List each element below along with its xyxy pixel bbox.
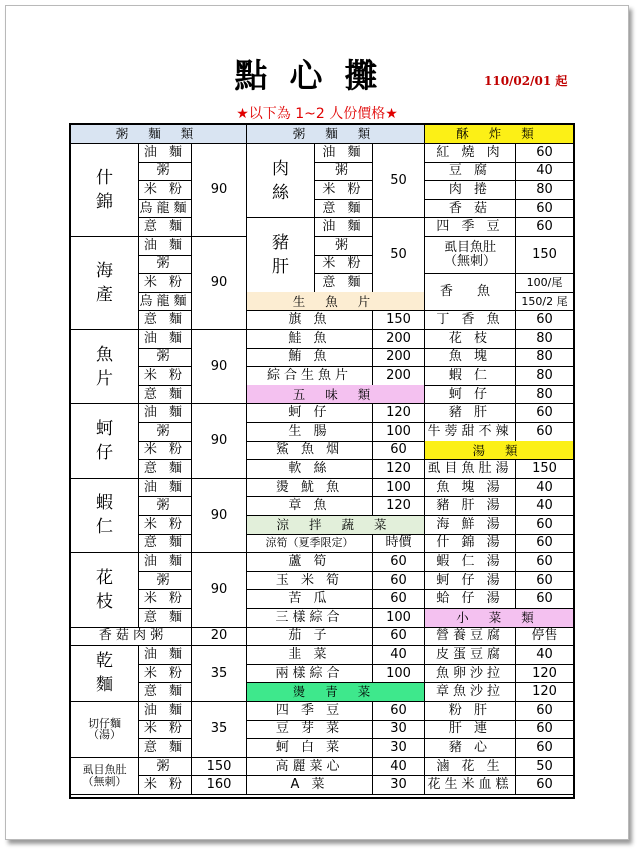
dish-name-label: 切仔麵 xyxy=(88,716,121,730)
dish-name-char: 海 xyxy=(96,260,113,281)
price: 20 xyxy=(192,627,247,646)
dish-name-char: 肝 xyxy=(272,256,289,277)
menu-item-name: 章 魚 xyxy=(247,497,373,516)
dish-name xyxy=(247,218,315,293)
price: 160 xyxy=(192,776,247,795)
noodle-option: 意 麵 xyxy=(315,199,373,218)
noodle-option: 意 麵 xyxy=(139,218,192,237)
price: 30 xyxy=(373,776,425,795)
menu-item-name: 鮭 魚 xyxy=(247,330,373,349)
noodle-option: 意 麵 xyxy=(139,683,192,702)
menu-item-name: 旗 魚 xyxy=(247,311,373,330)
price: 100 xyxy=(373,423,425,442)
price: 60 xyxy=(373,627,425,646)
menu-item-name: 茄 子 xyxy=(247,627,373,646)
price: 90 xyxy=(192,478,247,553)
menu-item-name: 豬 肝 湯 xyxy=(425,497,516,516)
noodle-option: 粥 xyxy=(139,757,192,776)
menu-item-name: 涼筍（夏季限定） xyxy=(247,534,373,553)
dish-name-char: 肉 xyxy=(272,158,289,179)
price: 60 xyxy=(516,218,574,237)
menu-item-name: 蝦 仁 xyxy=(425,367,516,386)
menu-item-name: 豆 芽 菜 xyxy=(247,720,373,739)
price: 60 xyxy=(516,553,574,572)
menu-item-name: 粉 肝 xyxy=(425,702,516,721)
menu-item-name: 營養豆腐 xyxy=(425,627,516,646)
price: 80 xyxy=(516,330,574,349)
price: 50 xyxy=(516,757,574,776)
noodle-option: 油 麵 xyxy=(139,404,192,423)
noodle-option: 意 麵 xyxy=(139,311,192,330)
menu-item-name: 鯊 魚 烟 xyxy=(247,441,373,460)
column2-heading: 粥 麵 類 xyxy=(247,125,425,144)
price: 150/2 尾 xyxy=(516,292,574,311)
dish-name xyxy=(71,404,139,479)
noodle-option: 米 粉 xyxy=(139,274,192,293)
price: 100 xyxy=(373,478,425,497)
section-heading: 涼 拌 蔬 菜 xyxy=(247,516,425,535)
menu-table xyxy=(69,123,575,799)
menu-item-name: 四 季 豆 xyxy=(425,218,516,237)
dish-name-char: 蚵 xyxy=(96,418,113,439)
price: 80 xyxy=(516,385,574,404)
price: 35 xyxy=(192,646,247,702)
dish-name-char: 花 xyxy=(96,567,113,588)
dish-name: 香 菇 肉 粥 xyxy=(71,627,192,646)
section-heading: 酥 炸 類 xyxy=(425,125,574,144)
menu-item-name: 兩樣綜合 xyxy=(247,664,373,683)
noodle-option: 意 麵 xyxy=(139,460,192,479)
noodle-option: 粥 xyxy=(139,571,192,590)
price: 60 xyxy=(516,311,574,330)
section-heading: 湯 類 xyxy=(425,441,574,460)
price: 60 xyxy=(516,702,574,721)
price: 50 xyxy=(373,218,425,293)
dish-name xyxy=(71,330,139,405)
price: 100 xyxy=(373,609,425,628)
price: 80 xyxy=(516,181,574,200)
price: 150 xyxy=(516,237,574,275)
menu-item-name: 苦 瓜 xyxy=(247,590,373,609)
noodle-option: 粥 xyxy=(139,348,192,367)
price: 60 xyxy=(373,571,425,590)
price: 120 xyxy=(516,664,574,683)
price: 150 xyxy=(373,311,425,330)
price: 40 xyxy=(516,478,574,497)
menu-item-name: A 菜 xyxy=(247,776,373,795)
price-note: ★以下為 1~2 人份價格★ xyxy=(236,106,398,122)
menu-item-name: 魚 塊 湯 xyxy=(425,478,516,497)
dish-name-char: 產 xyxy=(96,284,113,305)
noodle-option: 粥 xyxy=(139,423,192,442)
noodle-option: 米 粉 xyxy=(139,776,192,795)
menu-item-name-label: 虱目魚肚 xyxy=(443,240,496,256)
menu-item-name: 軟 絲 xyxy=(247,460,373,479)
price: 90 xyxy=(192,237,247,331)
menu-item-name: 花生米血糕 xyxy=(425,776,516,795)
dish-name-char: 什 xyxy=(96,167,113,188)
dish-name-char: 絲 xyxy=(272,182,289,203)
section-heading: 生 魚 片 xyxy=(247,292,425,311)
price: 40 xyxy=(373,646,425,665)
menu-item-name: 魚 塊 xyxy=(425,348,516,367)
menu-item-name: 鮪 魚 xyxy=(247,348,373,367)
menu-item-name: 燙 魷 魚 xyxy=(247,478,373,497)
menu-item-name: 豆 腐 xyxy=(425,162,516,181)
price: 120 xyxy=(373,497,425,516)
noodle-option: 米 粉 xyxy=(315,181,373,200)
dish-name xyxy=(71,702,139,758)
price: 90 xyxy=(192,330,247,405)
price: 30 xyxy=(373,720,425,739)
dish-name xyxy=(71,646,139,702)
noodle-option: 米 粉 xyxy=(139,664,192,683)
price: 停售 xyxy=(516,627,574,646)
menu-item-name: 高麗菜心 xyxy=(247,757,373,776)
price: 40 xyxy=(373,757,425,776)
price: 60 xyxy=(516,534,574,553)
noodle-option: 油 麵 xyxy=(139,478,192,497)
menu-item-name: 肝 連 xyxy=(425,720,516,739)
section-heading: 五 味 類 xyxy=(247,385,425,404)
noodle-option: 粥 xyxy=(315,237,373,256)
noodle-option: 意 麵 xyxy=(315,274,373,293)
noodle-option: 意 麵 xyxy=(139,534,192,553)
dish-name-char: 枝 xyxy=(96,591,113,612)
dish-name-char: 乾 xyxy=(96,651,113,672)
section-heading: 燙 青 菜 xyxy=(247,683,425,702)
price: 時價 xyxy=(373,534,425,553)
menu-item-name: 香 菇 xyxy=(425,199,516,218)
page-title: 點心攤 xyxy=(234,56,400,95)
dish-name-note: （無刺） xyxy=(82,774,127,788)
effective-date: 110/02/01 起 xyxy=(484,74,568,88)
noodle-option: 米 粉 xyxy=(139,720,192,739)
menu-item-name: 海 鮮 湯 xyxy=(425,516,516,535)
menu-item-name: 滷 花 生 xyxy=(425,757,516,776)
noodle-option: 油 麵 xyxy=(139,330,192,349)
price: 30 xyxy=(373,739,425,758)
price: 200 xyxy=(373,348,425,367)
price: 80 xyxy=(516,367,574,386)
menu-item-name: 蝦 仁 湯 xyxy=(425,553,516,572)
menu-item-name: 蘆 筍 xyxy=(247,553,373,572)
noodle-option: 油 麵 xyxy=(315,144,373,163)
price: 150 xyxy=(192,757,247,776)
menu-item-name: 生 腸 xyxy=(247,423,373,442)
menu-item-name: 三樣綜合 xyxy=(247,609,373,628)
menu-item-name xyxy=(425,237,516,275)
column1-heading: 粥 麵 類 xyxy=(71,125,247,144)
menu-item-name: 綜合生魚片 xyxy=(247,367,373,386)
noodle-option: 油 麵 xyxy=(139,646,192,665)
price: 60 xyxy=(516,776,574,795)
price: 200 xyxy=(373,330,425,349)
menu-item-name: 牛蒡甜不辣 xyxy=(425,423,516,442)
menu-item-name: 蚵 白 菜 xyxy=(247,739,373,758)
price: 60 xyxy=(373,702,425,721)
noodle-option: 米 粉 xyxy=(139,181,192,200)
price: 90 xyxy=(192,553,247,628)
price: 60 xyxy=(373,441,425,460)
noodle-option: 烏龍麵 xyxy=(139,199,192,218)
price: 60 xyxy=(516,423,574,442)
dish-name-char: 錦 xyxy=(96,191,113,212)
menu-item-name: 章魚沙拉 xyxy=(425,683,516,702)
dish-name xyxy=(71,237,139,331)
noodle-option: 烏龍麵 xyxy=(139,292,192,311)
menu-item-name: 蚵 仔 xyxy=(425,385,516,404)
menu-item-name: 紅 燒 肉 xyxy=(425,144,516,163)
dish-name xyxy=(71,757,139,795)
noodle-option: 粥 xyxy=(139,497,192,516)
noodle-option: 意 麵 xyxy=(139,739,192,758)
noodle-option: 油 麵 xyxy=(139,702,192,721)
noodle-option: 米 粉 xyxy=(139,441,192,460)
noodle-option: 油 麵 xyxy=(139,144,192,163)
noodle-option: 粥 xyxy=(139,162,192,181)
noodle-option: 油 麵 xyxy=(139,237,192,256)
dish-name-char: 魚 xyxy=(96,344,113,365)
menu-item-name: 香 魚 xyxy=(425,274,516,312)
price: 60 xyxy=(516,199,574,218)
section-heading: 小 菜 類 xyxy=(425,609,574,628)
price: 60 xyxy=(373,590,425,609)
price: 60 xyxy=(516,590,574,609)
menu-item-name: 豬 心 xyxy=(425,739,516,758)
dish-name-char: 豬 xyxy=(272,232,289,253)
menu-item-name: 肉 捲 xyxy=(425,181,516,200)
menu-item-name: 玉 米 筍 xyxy=(247,571,373,590)
price: 90 xyxy=(192,144,247,238)
price: 120 xyxy=(516,683,574,702)
price: 100/尾 xyxy=(516,274,574,293)
price: 60 xyxy=(516,404,574,423)
price: 100 xyxy=(373,664,425,683)
menu-item-name: 蚵 仔 湯 xyxy=(425,571,516,590)
price: 40 xyxy=(516,497,574,516)
price: 120 xyxy=(373,404,425,423)
price: 60 xyxy=(516,144,574,163)
menu-item-name-note: （無刺） xyxy=(443,253,496,269)
menu-page xyxy=(5,5,629,840)
noodle-option: 米 粉 xyxy=(139,590,192,609)
price: 60 xyxy=(516,571,574,590)
dish-name-note: （湯） xyxy=(88,728,121,742)
dish-name xyxy=(71,553,139,628)
price: 60 xyxy=(516,739,574,758)
noodle-option: 油 麵 xyxy=(139,553,192,572)
price: 50 xyxy=(373,144,425,219)
price: 120 xyxy=(373,460,425,479)
menu-item-name: 四 季 豆 xyxy=(247,702,373,721)
dish-name-label: 虱目魚肚 xyxy=(82,763,127,777)
dish-name-char: 蝦 xyxy=(96,493,113,514)
dish-name xyxy=(247,144,315,219)
menu-item-name: 虱目魚肚湯 xyxy=(425,460,516,479)
dish-name-char: 仔 xyxy=(96,442,113,463)
price: 60 xyxy=(373,553,425,572)
menu-item-name: 什 錦 湯 xyxy=(425,534,516,553)
price: 60 xyxy=(516,720,574,739)
noodle-option: 米 粉 xyxy=(139,516,192,535)
noodle-option: 米 粉 xyxy=(315,255,373,274)
noodle-option: 米 粉 xyxy=(139,367,192,386)
menu-item-name: 蚵 仔 xyxy=(247,404,373,423)
price: 90 xyxy=(192,404,247,479)
noodle-option: 粥 xyxy=(315,162,373,181)
dish-name xyxy=(71,144,139,238)
noodle-option: 粥 xyxy=(139,255,192,274)
dish-name-char: 片 xyxy=(96,368,113,389)
menu-item-name: 花 枝 xyxy=(425,330,516,349)
dish-name xyxy=(71,478,139,553)
menu-item-name: 丁 香 魚 xyxy=(425,311,516,330)
price: 80 xyxy=(516,348,574,367)
dish-name-char: 麵 xyxy=(96,675,113,696)
dish-name-char: 仁 xyxy=(96,517,113,538)
price: 200 xyxy=(373,367,425,386)
price: 35 xyxy=(192,702,247,758)
menu-item-name: 蛤 仔 湯 xyxy=(425,590,516,609)
noodle-option: 意 麵 xyxy=(139,609,192,628)
noodle-option: 油 麵 xyxy=(315,218,373,237)
menu-item-name: 豬 肝 xyxy=(425,404,516,423)
price: 150 xyxy=(516,460,574,479)
menu-item-name: 韭 菜 xyxy=(247,646,373,665)
menu-item-name: 魚卵沙拉 xyxy=(425,664,516,683)
noodle-option: 意 麵 xyxy=(139,385,192,404)
price: 60 xyxy=(516,516,574,535)
price: 40 xyxy=(516,646,574,665)
price: 40 xyxy=(516,162,574,181)
menu-item-name: 皮蛋豆腐 xyxy=(425,646,516,665)
